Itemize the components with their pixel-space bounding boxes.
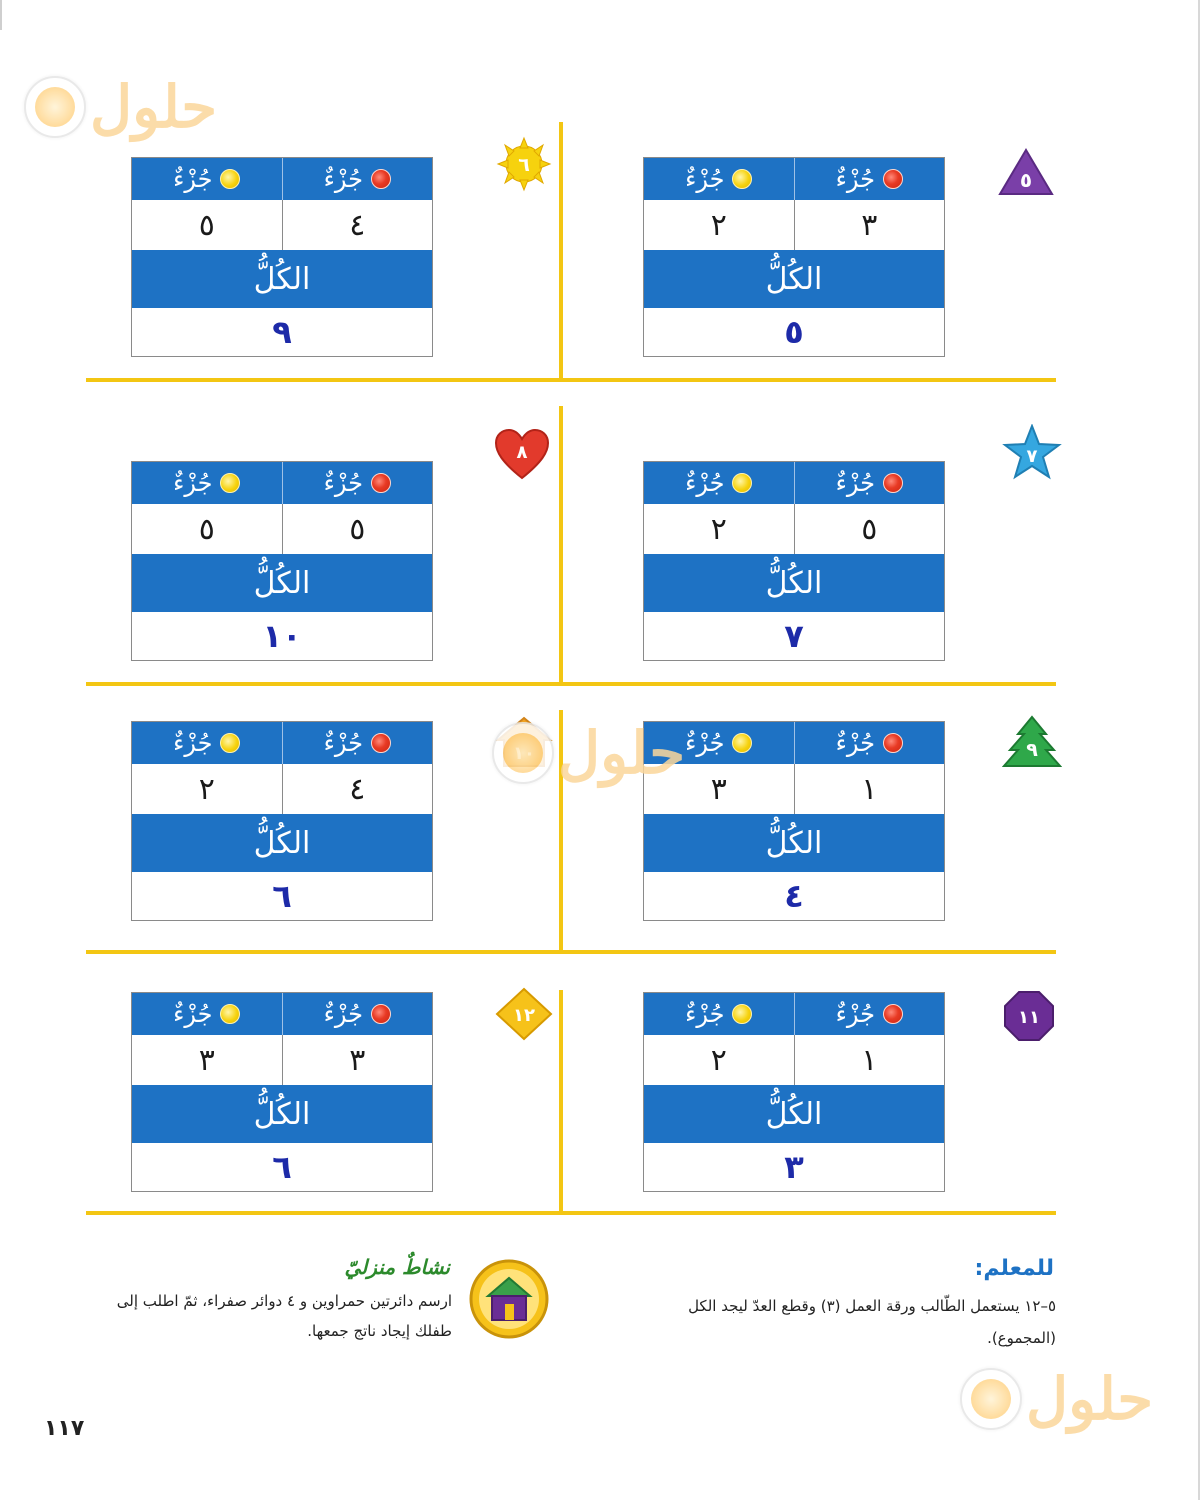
tree-badge-icon — [1002, 714, 1062, 770]
part-whole-table — [131, 992, 433, 1192]
divider-horizontal-3 — [86, 950, 1056, 954]
part-yellow-value: ٢ — [710, 1042, 727, 1078]
problem-number-badge — [492, 426, 552, 482]
part-label: جُزْءٌ — [835, 729, 875, 757]
divider-horizontal-4 — [86, 1211, 1056, 1215]
part-label: جُزْءٌ — [685, 1000, 725, 1028]
home-activity-icon — [468, 1258, 550, 1340]
divider-vertical-row1 — [559, 122, 563, 380]
part-header-red — [282, 158, 433, 200]
part-header-yellow — [132, 158, 282, 200]
part-label: جُزْءٌ — [685, 729, 725, 757]
part-header-row — [644, 722, 944, 764]
part-header-red — [794, 722, 945, 764]
octagon-badge-icon — [999, 988, 1059, 1044]
watermark-emblem-icon — [24, 76, 86, 138]
home-activity-text: ارسم دائرتين حمراوين و ٤ دوائر صفراء، ثمّ اطلب إلى طفلك إيجاد ناتج جمعها. — [116, 1292, 452, 1340]
whole-answer: ٩ — [272, 313, 292, 351]
part-whole-table — [131, 157, 433, 357]
problem-number-badge — [1002, 714, 1062, 770]
part-label: جُزْءٌ — [173, 729, 213, 757]
problem-number: ٧ — [1026, 446, 1038, 467]
part-yellow-value: ٢ — [198, 771, 215, 807]
part-whole-table — [643, 992, 945, 1192]
problem-number-badge — [1002, 424, 1062, 480]
part-header-row — [644, 993, 944, 1035]
red-counter-icon — [883, 733, 903, 753]
whole-answer: ١٠ — [262, 617, 302, 655]
whole-answer: ٤ — [784, 877, 804, 915]
whole-header: الكُلُّ — [644, 250, 944, 308]
problem-number: ١٢ — [513, 1005, 535, 1026]
part-header-red — [282, 462, 433, 504]
divider-vertical-row4 — [559, 990, 563, 1214]
star-badge-icon — [1002, 424, 1062, 480]
watermark-text: حلول — [558, 719, 686, 787]
problem-number: ٩ — [1026, 739, 1038, 761]
part-header-yellow — [132, 722, 282, 764]
page-edge-left — [0, 0, 2, 30]
watermark-emblem-icon — [960, 1368, 1022, 1430]
part-yellow-value: ٥ — [198, 207, 215, 243]
divider-vertical-row2 — [559, 406, 563, 684]
yellow-counter-icon — [732, 1004, 752, 1024]
whole-header: الكُلُّ — [132, 250, 432, 308]
part-label: جُزْءٌ — [323, 469, 363, 497]
part-header-red — [282, 722, 433, 764]
yellow-counter-icon — [220, 1004, 240, 1024]
part-label: جُزْءٌ — [835, 165, 875, 193]
part-label: جُزْءٌ — [685, 469, 725, 497]
yellow-counter-icon — [732, 473, 752, 493]
part-red-value: ٥ — [282, 504, 433, 554]
watermark-logo — [492, 719, 686, 787]
whole-header: الكُلُّ — [644, 814, 944, 872]
part-header-red — [794, 993, 945, 1035]
problem-number: ٥ — [1019, 168, 1033, 192]
red-counter-icon — [883, 473, 903, 493]
part-whole-table — [643, 461, 945, 661]
part-values-row — [644, 764, 944, 814]
whole-header: الكُلُّ — [132, 1085, 432, 1143]
part-red-value: ٥ — [794, 504, 945, 554]
part-red-value: ٤ — [282, 200, 433, 250]
yellow-counter-icon — [220, 169, 240, 189]
part-yellow-value: ٢ — [710, 207, 727, 243]
yellow-counter-icon — [732, 733, 752, 753]
part-values-row — [132, 504, 432, 554]
problem-number-badge — [996, 146, 1056, 202]
red-counter-icon — [371, 1004, 391, 1024]
part-label: جُزْءٌ — [685, 165, 725, 193]
part-yellow-value: ٥ — [198, 511, 215, 547]
part-red-value: ١ — [794, 1035, 945, 1085]
part-header-yellow — [644, 462, 794, 504]
part-whole-table — [131, 721, 433, 921]
watermark-emblem-icon — [492, 722, 554, 784]
part-red-value: ٤ — [282, 764, 433, 814]
whole-answer: ٦ — [272, 877, 292, 915]
part-header-row — [132, 993, 432, 1035]
watermark-logo — [24, 73, 218, 141]
triangle-badge-icon — [996, 146, 1056, 202]
whole-answer: ٣ — [784, 1148, 804, 1186]
part-label: جُزْءٌ — [835, 1000, 875, 1028]
part-values-row — [132, 200, 432, 250]
part-values-row — [132, 1035, 432, 1085]
red-counter-icon — [371, 733, 391, 753]
divider-horizontal-2 — [86, 682, 1056, 686]
problem-number: ٨ — [516, 442, 528, 463]
home-activity-title: نشاطٌ منزليّ — [344, 1255, 450, 1279]
part-red-value: ٣ — [794, 200, 945, 250]
part-whole-table — [131, 461, 433, 661]
whole-header: الكُلُّ — [132, 554, 432, 612]
part-values-row — [644, 1035, 944, 1085]
whole-answer: ٧ — [784, 617, 804, 655]
part-header-red — [794, 462, 945, 504]
part-label: جُزْءٌ — [173, 1000, 213, 1028]
part-values-row — [132, 764, 432, 814]
part-header-yellow — [644, 158, 794, 200]
part-red-value: ٣ — [282, 1035, 433, 1085]
problem-number-badge — [494, 986, 554, 1042]
teacher-note-text: ٥–١٢ يستعمل الطّالب ورقة العمل (٣) وقطع العدّ ليجد الكل (المجموع). — [688, 1297, 1056, 1347]
part-label: جُزْءٌ — [323, 165, 363, 193]
red-counter-icon — [883, 169, 903, 189]
whole-header: الكُلُّ — [644, 1085, 944, 1143]
diamond-badge-icon — [494, 986, 554, 1042]
teacher-note-title: للمعلم: — [974, 1256, 1054, 1281]
part-values-row — [644, 200, 944, 250]
part-label: جُزْءٌ — [323, 1000, 363, 1028]
part-red-value: ١ — [794, 764, 945, 814]
part-yellow-value: ٢ — [710, 511, 727, 547]
part-values-row — [644, 504, 944, 554]
part-header-row — [644, 462, 944, 504]
part-header-red — [282, 993, 433, 1035]
red-counter-icon — [371, 473, 391, 493]
heart-badge-icon — [492, 426, 552, 482]
part-label: جُزْءٌ — [835, 469, 875, 497]
part-yellow-value: ٣ — [198, 1042, 215, 1078]
watermark-text: حلول — [1026, 1365, 1154, 1433]
problem-number: ٦ — [518, 154, 530, 176]
whole-answer: ٥ — [784, 313, 804, 351]
whole-answer: ٦ — [272, 1148, 292, 1186]
whole-header: الكُلُّ — [132, 814, 432, 872]
page-number: ١١٧ — [44, 1416, 85, 1441]
yellow-counter-icon — [220, 733, 240, 753]
part-header-row — [132, 158, 432, 200]
part-whole-table — [643, 721, 945, 921]
part-whole-table — [643, 157, 945, 357]
part-header-row — [644, 158, 944, 200]
yellow-counter-icon — [732, 169, 752, 189]
part-header-row — [132, 722, 432, 764]
sun-badge-icon — [494, 136, 554, 192]
part-header-red — [794, 158, 945, 200]
problem-number: ١١ — [1018, 1007, 1040, 1028]
part-header-row — [132, 462, 432, 504]
watermark-text: حلول — [90, 73, 218, 141]
whole-header: الكُلُّ — [644, 554, 944, 612]
part-label: جُزْءٌ — [173, 469, 213, 497]
part-header-yellow — [644, 993, 794, 1035]
part-label: جُزْءٌ — [173, 165, 213, 193]
watermark-logo — [960, 1365, 1154, 1433]
problem-number-badge — [999, 988, 1059, 1044]
part-label: جُزْءٌ — [323, 729, 363, 757]
problem-number-badge — [494, 136, 554, 192]
divider-horizontal-1 — [86, 378, 1056, 382]
part-header-yellow — [132, 462, 282, 504]
red-counter-icon — [371, 169, 391, 189]
red-counter-icon — [883, 1004, 903, 1024]
yellow-counter-icon — [220, 473, 240, 493]
part-yellow-value: ٣ — [710, 771, 727, 807]
part-header-yellow — [132, 993, 282, 1035]
